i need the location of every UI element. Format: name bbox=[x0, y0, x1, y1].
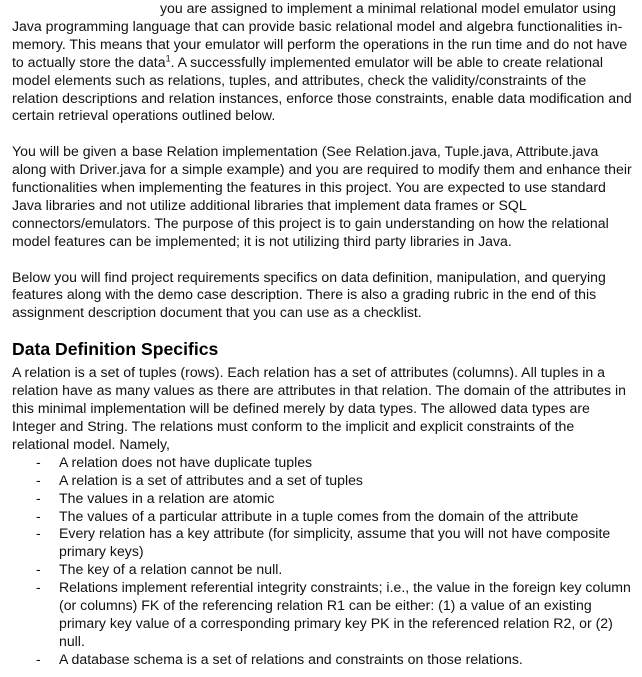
list-item bbox=[12, 561, 632, 579]
intro-paragraph-2: You will be given a base Relation implementation (See Relation.java, Tuple.java, Attribute.java along with Driver.java for a simple example) and you are required to modify them and enhance their functionalities when implementing the features in this project. You are expected to use standard Java libraries and not utilize additional libraries that implement data frames or SQL connectors/emulators. The purpose of this project is to gain understanding on how the relational model features can be implemented; it is not utilizing third party libraries in Java. bbox=[12, 143, 632, 249]
intro-paragraph-1-text-cont: . A successfully implemented emulator will be able to create relational model elements such as relations, tuples, and attributes, check the validity/constraints of the relation descriptions and relation instances, enforce those constraints, enable data modification and certain retrieval operations outlined below. bbox=[12, 53, 632, 124]
paragraph-gap bbox=[12, 251, 632, 269]
intro-paragraph-1 bbox=[12, 0, 632, 125]
list-item bbox=[12, 508, 632, 526]
footnote-marker[interactable]: 1 bbox=[165, 53, 171, 64]
section-paragraph: A relation is a set of tuples (rows). Each relation has a set of attributes (columns). All tuples in a relation have as many values as there are attributes in that relation. The domain of the attributes in this minimal implementation will be defined merely by data types. The allowed data types are Integer and String. The relations must conform to the implicit and explicit constraints of the relational model. Namely, bbox=[12, 364, 626, 452]
list-item bbox=[12, 472, 632, 490]
intro-paragraph-1-text: you are assigned to implement a minimal relational model emulator using Java programming language that can provide basic relational model and algebra functionalities in-memory. This means that your emulator will perform the operations in the run time and do not have to actually store the data bbox=[12, 0, 628, 70]
constraints-list bbox=[12, 454, 632, 669]
dash-bullet: - bbox=[36, 579, 41, 596]
list-item-text: The values in a relation are atomic bbox=[59, 489, 275, 506]
list-item bbox=[12, 490, 632, 508]
list-item-text: The values of a particular attribute in a tuple comes from the domain of the attribute bbox=[59, 507, 579, 524]
document-page bbox=[12, 0, 632, 669]
list-item-text: A relation is a set of attributes and a set of tuples bbox=[59, 471, 363, 488]
list-item-text: Every relation has a key attribute (for simplicity, assume that you will not have composite primary keys) bbox=[59, 525, 611, 560]
list-item-text: Relations implement referential integrity constraints; i.e., the value in the foreign key column (or columns) FK of the referencing relation R1 can be either: (1) a value of an existing primary key value of a corresponding primary key PK in the referenced relation R2, or (2) null. bbox=[59, 579, 631, 649]
intro-paragraph-3: Below you will find project requirements specifics on data definition, manipulation, and querying features along with the demo case description. There is also a grading rubric in the end of this assignment description document that you can use as a checklist. bbox=[12, 268, 606, 321]
list-item bbox=[12, 651, 632, 669]
dash-bullet: - bbox=[36, 650, 41, 667]
paragraph-gap bbox=[12, 125, 632, 143]
dash-bullet: - bbox=[36, 453, 41, 470]
dash-bullet: - bbox=[36, 507, 41, 524]
dash-bullet: - bbox=[36, 471, 41, 488]
list-item bbox=[12, 454, 632, 472]
list-item-text: The key of a relation cannot be null. bbox=[59, 561, 283, 578]
dash-bullet: - bbox=[36, 489, 41, 506]
list-item-text: A database schema is a set of relations and constraints on those relations. bbox=[59, 650, 523, 667]
list-item-text: A relation does not have duplicate tuples bbox=[59, 453, 313, 470]
section-heading: Data Definition Specifics bbox=[12, 339, 219, 360]
list-item bbox=[12, 579, 632, 651]
list-item bbox=[12, 525, 632, 561]
dash-bullet: - bbox=[36, 561, 41, 578]
dash-bullet: - bbox=[36, 525, 41, 542]
